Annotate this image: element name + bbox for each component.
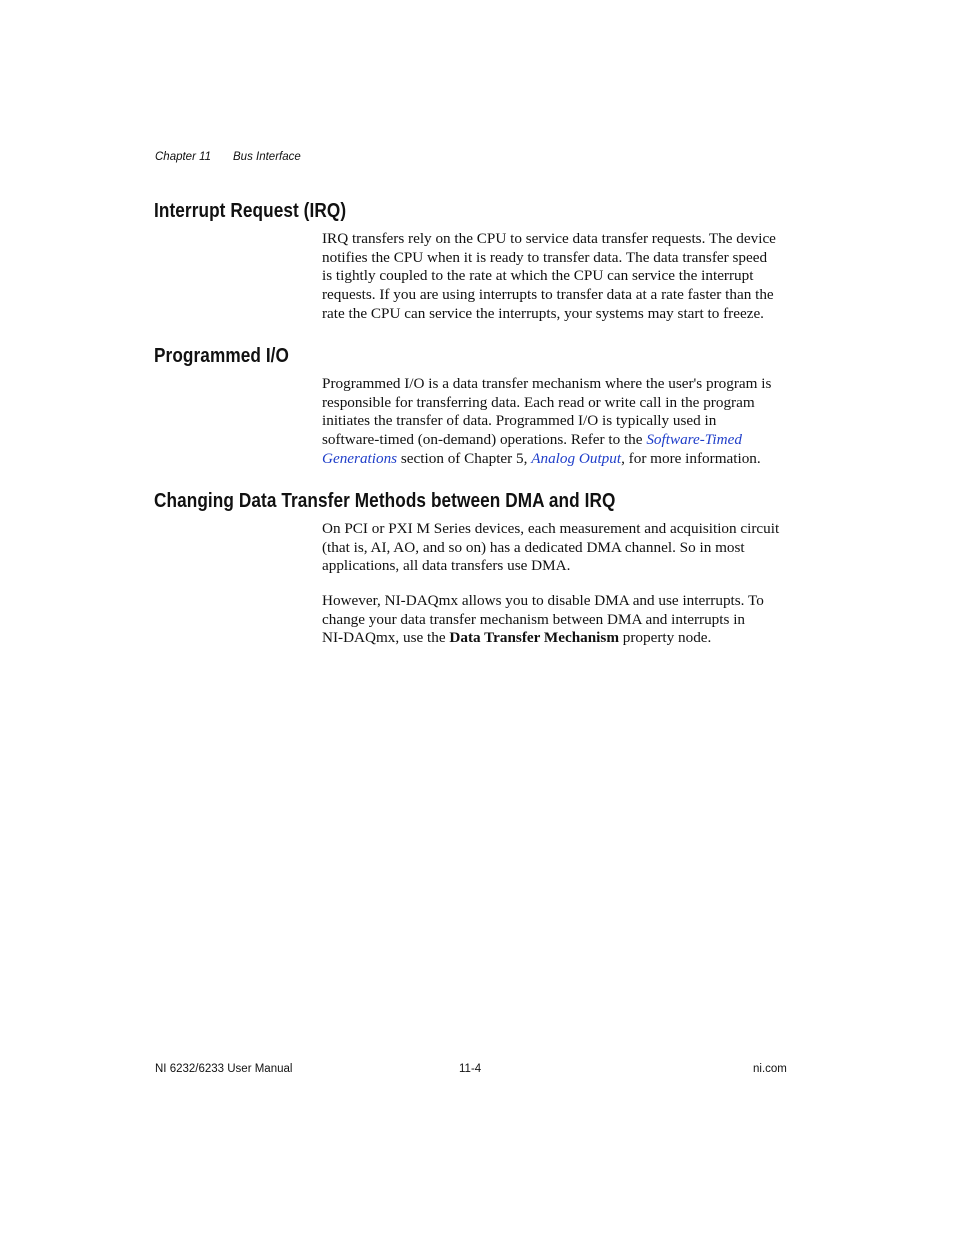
text-line: On PCI or PXI M Series devices, each measurement and acquisition circuit xyxy=(322,520,780,537)
text-line xyxy=(322,629,792,648)
text-line xyxy=(322,450,792,469)
text-line: IRQ transfers rely on the CPU to service data transfer requests. The device xyxy=(322,230,776,247)
heading-programmed-io: Programmed I/O xyxy=(154,345,290,367)
text-line: is tightly coupled to the rate at which the CPU can service the interrupt xyxy=(322,267,754,285)
text-line: responsible for transferring data. Each read or write call in the program xyxy=(322,393,755,411)
text-line: notifies the CPU when it is ready to transfer data. The data transfer speed xyxy=(322,248,768,266)
property-name: Data Transfer Mechanism xyxy=(449,629,619,647)
text-line: (that is, AI, AO, and so on) has a dedicated DMA channel. So in most xyxy=(322,538,745,556)
footer-page-number: 11-4 xyxy=(459,1063,482,1075)
text-line: applications, all data transfers use DMA. xyxy=(322,557,571,575)
paragraph-programmed-io xyxy=(322,375,792,469)
text-line: rate the CPU can service the interrupts, your systems may start to freeze. xyxy=(322,304,764,322)
text-run: , for more information. xyxy=(621,449,761,467)
chapter-title: Bus Interface xyxy=(233,151,301,163)
heading-interrupt-request: Interrupt Request (IRQ) xyxy=(154,200,347,222)
link-software-timed-generations-cont[interactable]: Generations xyxy=(322,449,398,467)
text-run: NI-DAQmx, use the xyxy=(322,629,450,647)
paragraph-irq xyxy=(322,230,792,324)
footer-website: ni.com xyxy=(753,1063,787,1075)
heading-changing-transfer-methods: Changing Data Transfer Methods between DMA and IRQ xyxy=(154,490,616,512)
chapter-number: Chapter 11 xyxy=(155,151,212,163)
link-analog-output[interactable]: Analog Output xyxy=(531,449,622,467)
text-line: initiates the transfer of data. Programmed I/O is typically used in xyxy=(322,412,717,430)
text-run: property node. xyxy=(618,629,712,647)
paragraph-dma-channels xyxy=(322,520,792,576)
text-run: section of Chapter 5, xyxy=(397,449,532,467)
running-header xyxy=(155,150,301,164)
text-line: However, NI-DAQmx allows you to disable DMA and use interrupts. To xyxy=(322,592,764,609)
link-software-timed-generations[interactable]: Software-Timed xyxy=(646,431,742,449)
footer-manual-title: NI 6232/6233 User Manual xyxy=(155,1063,293,1075)
text-line: change your data transfer mechanism between DMA and interrupts in xyxy=(322,610,746,628)
text-line: requests. If you are using interrupts to transfer data at a rate faster than the xyxy=(322,286,774,304)
paragraph-daqmx-interrupts xyxy=(322,592,792,648)
text-run: software-timed (on-demand) operations. Refer to the xyxy=(322,431,647,449)
text-line xyxy=(322,431,792,450)
text-line: Programmed I/O is a data transfer mechanism where the user's program is xyxy=(322,375,772,392)
